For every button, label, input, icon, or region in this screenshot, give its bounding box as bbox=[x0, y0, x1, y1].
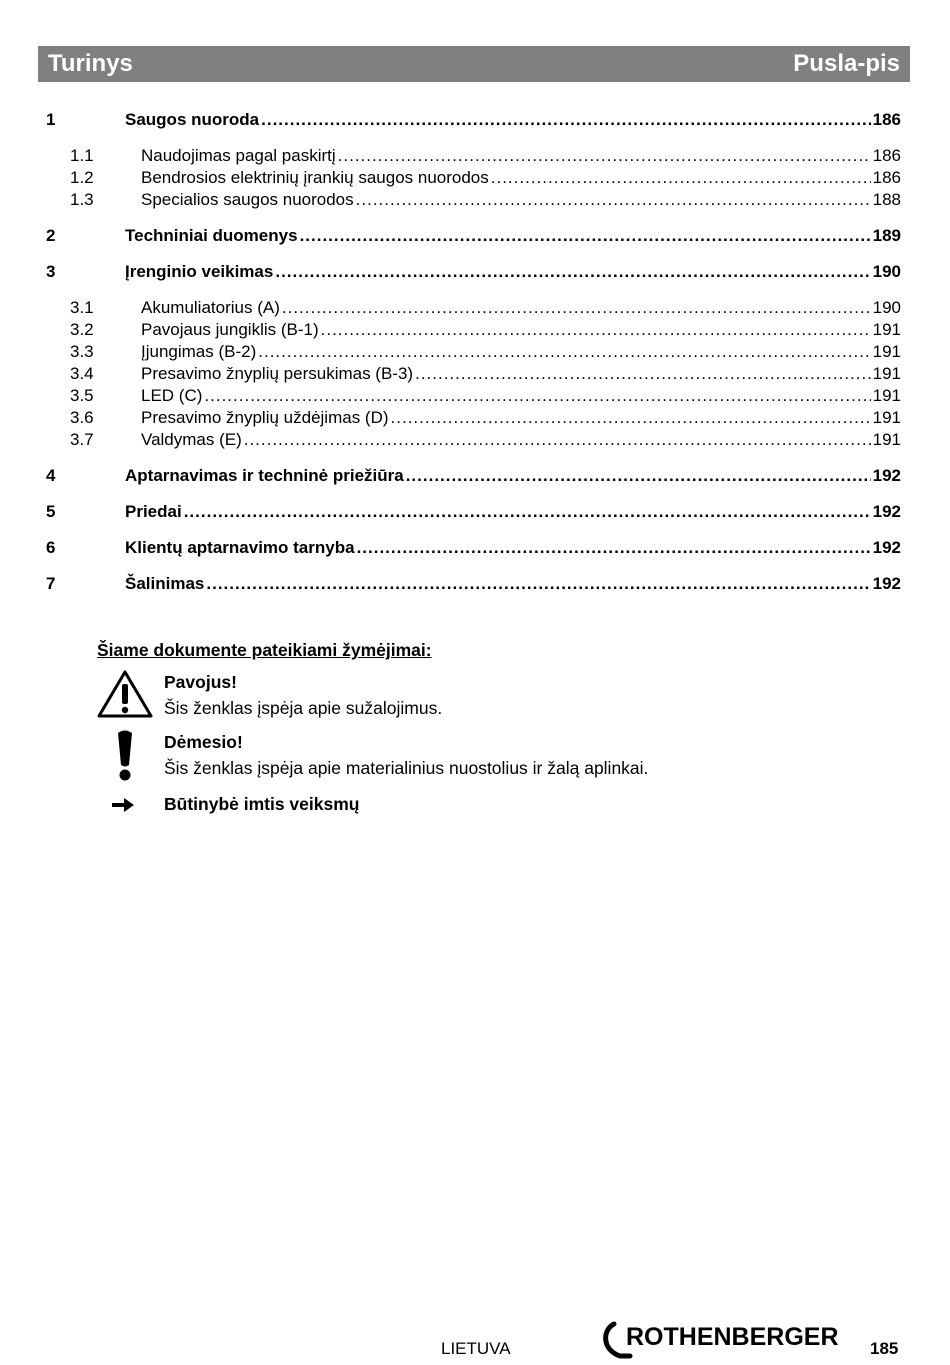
toc-entry[interactable]: 1.3 Specialios saugos nuorodos ..... 188 bbox=[38, 190, 901, 212]
toc-entry[interactable]: 3.7 Valdymas (E) ..... 191 bbox=[38, 430, 901, 452]
toc-entry[interactable]: 4 Aptarnavimas ir techninė priežiūra ..... 192 bbox=[38, 466, 901, 488]
toc-entry[interactable]: 3.3 Įjungimas (B-2) ..... 191 bbox=[38, 342, 901, 364]
legend-action-label: Būtinybė imtis veiksmų bbox=[164, 794, 360, 814]
rothenberger-logo bbox=[600, 1320, 852, 1365]
legend-danger-label: Pavojus! bbox=[164, 672, 237, 692]
legend-item-caution bbox=[97, 729, 797, 787]
toc-entry[interactable]: 2 Techniniai duomenys ..... 189 bbox=[38, 226, 901, 248]
warning-triangle-icon bbox=[97, 669, 153, 724]
toc-entry[interactable]: 7 Šalinimas ..... 192 bbox=[38, 574, 901, 596]
footer-language: LIETUVA bbox=[441, 1339, 511, 1358]
toc-entry[interactable]: 6 Klientų aptarnavimo tarnyba ..... 192 bbox=[38, 538, 901, 560]
legend-item-action bbox=[97, 791, 797, 817]
toc-entry[interactable]: 3 Įrenginio veikimas ..... 190 bbox=[38, 262, 901, 284]
exclamation-icon bbox=[115, 729, 135, 788]
toc-entry[interactable]: 3.1 Akumuliatorius (A) ..... 190 bbox=[38, 298, 901, 320]
toc-entry[interactable]: 3.4 Presavimo žnyplių persukimas (B-3) ..... 191 bbox=[38, 364, 901, 386]
symbol-legend bbox=[97, 640, 797, 817]
toc-entry[interactable]: 5 Priedai ..... 192 bbox=[38, 502, 901, 524]
page-number: 185 bbox=[870, 1339, 899, 1358]
legend-title: Šiame dokumente pateikiami žymėjimai: bbox=[97, 640, 432, 660]
legend-item-danger bbox=[97, 669, 797, 727]
legend-danger-desc: Šis ženklas įspėja apie sužalojimus. bbox=[164, 698, 443, 718]
toc-entry[interactable]: 3.6 Presavimo žnyplių uždėjimas (D) ..... 191 bbox=[38, 408, 901, 430]
table-of-contents bbox=[38, 110, 901, 596]
logo-wordmark: ROTHENBERGER bbox=[626, 1323, 839, 1351]
toc-entry[interactable]: 3.2 Pavojaus jungiklis (B-1) ..... 191 bbox=[38, 320, 901, 342]
arrow-right-icon bbox=[111, 796, 135, 819]
toc-entry[interactable]: 1.2 Bendrosios elektrinių įrankių saugos nuorodos ..... 186 bbox=[38, 168, 901, 190]
toc-header bbox=[38, 46, 910, 82]
header-title: Turinys bbox=[48, 50, 133, 77]
header-page-column: Pusla-pis bbox=[793, 50, 900, 77]
legend-caution-desc: Šis ženklas įspėja apie materialinius nuostolius ir žalą aplinkai. bbox=[164, 758, 649, 778]
legend-caution-label: Dėmesio! bbox=[164, 732, 243, 752]
toc-entry[interactable]: 3.5 LED (C) ..... 191 bbox=[38, 386, 901, 408]
toc-entry[interactable]: 1 Saugos nuoroda ..... 186 bbox=[38, 110, 901, 132]
toc-entry[interactable]: 1.1 Naudojimas pagal paskirtį ..... 186 bbox=[38, 146, 901, 168]
